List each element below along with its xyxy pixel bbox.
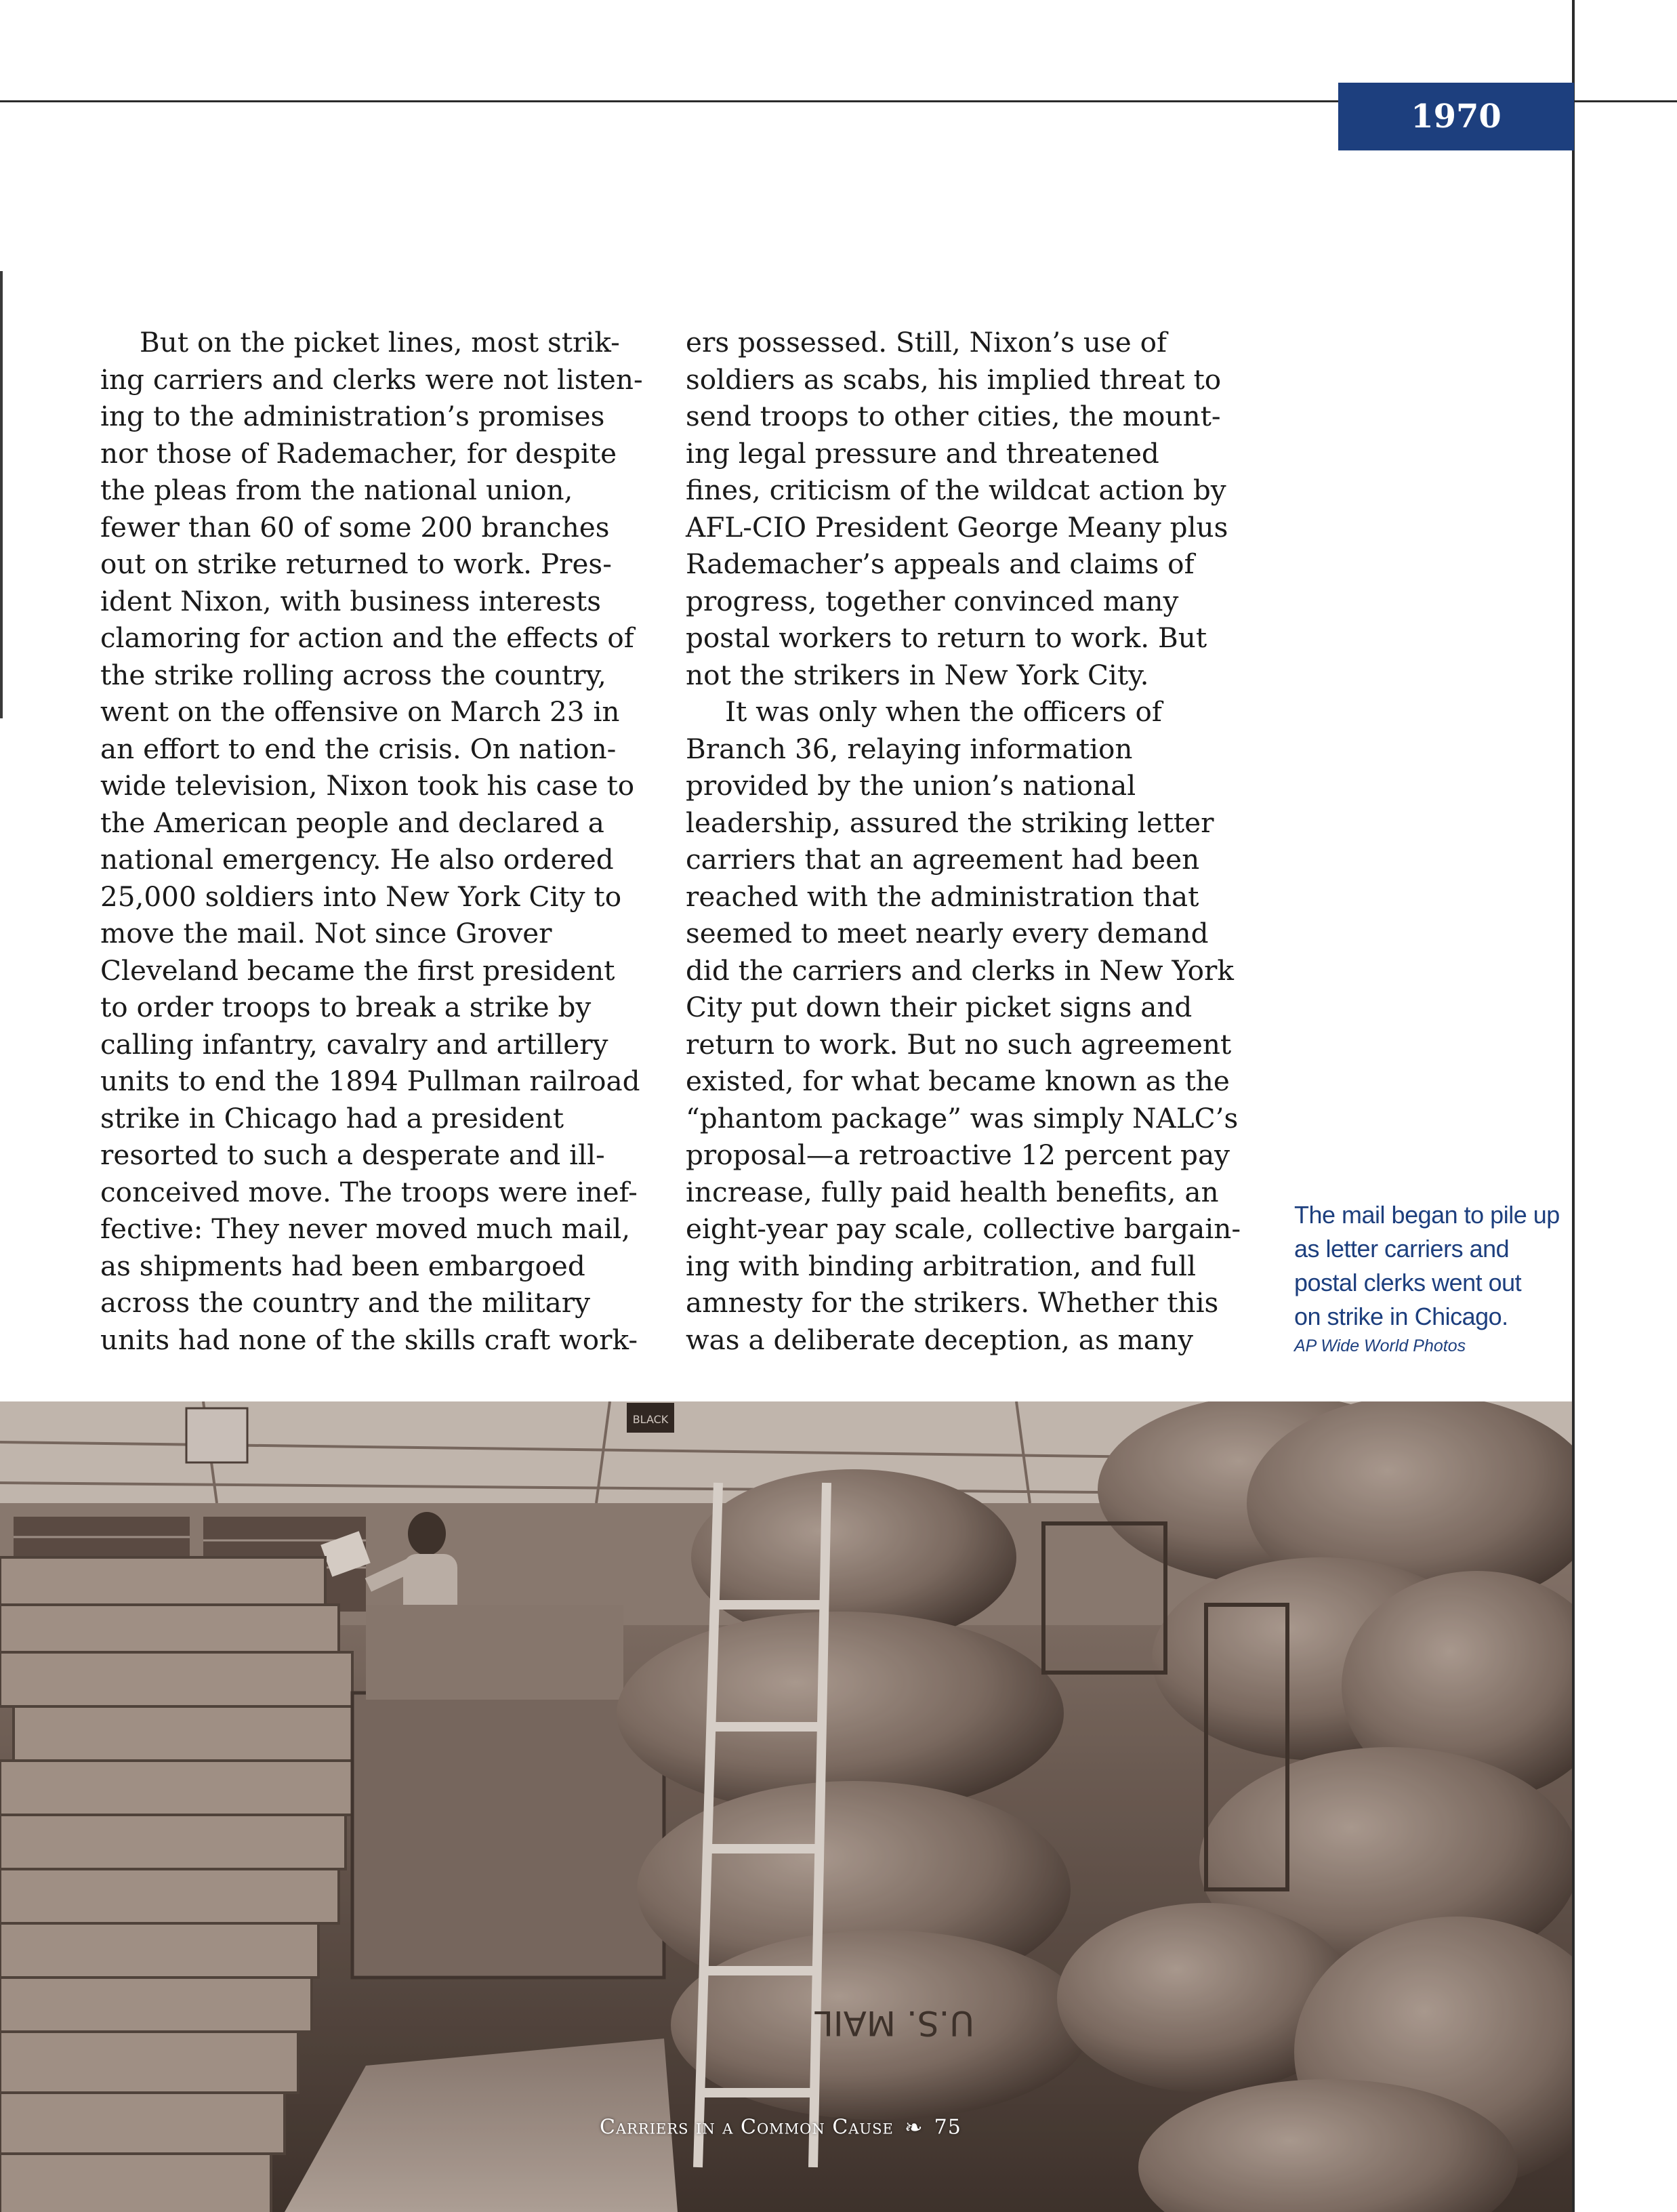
photo-sign-black: BLACK [632, 1413, 669, 1426]
text-line: ing to the administration’s promises [100, 400, 605, 432]
text-line: Cleveland became the first president [100, 954, 615, 987]
text-line: soldiers as scabs, his implied threat to [686, 363, 1222, 396]
text-line: the pleas from the national union, [100, 474, 573, 506]
text-line: Branch 36, relaying information [686, 732, 1133, 765]
text-line: units had none of the skills craft work- [100, 1323, 638, 1356]
text-line: out on strike returned to work. Pres- [100, 548, 612, 580]
photo-credit: AP Wide World Photos [1294, 1336, 1466, 1355]
page-footer [600, 2114, 961, 2140]
text-line: ing with binding arbitration, and full [686, 1249, 1197, 1282]
text-line: amnesty for the strikers. Whether this [686, 1286, 1219, 1319]
page-edge-rule [1572, 0, 1575, 2212]
text-line: ident Nixon, with business interests [100, 584, 602, 617]
text-line: resorted to such a desperate and ill- [100, 1139, 605, 1171]
text-line: increase, fully paid health benefits, an [686, 1175, 1219, 1208]
caption-text [1294, 1198, 1565, 1334]
text-line: “phantom package” was simply NALC’s [686, 1101, 1239, 1134]
text-line: went on the offensive on March 23 in [100, 695, 620, 728]
text-line: move the mail. Not since Grover [100, 917, 552, 949]
text-line: did the carriers and clerks in New York [686, 954, 1234, 987]
text-line: clamoring for action and the effects of [100, 621, 634, 654]
text-line: the strike rolling across the country, [100, 658, 606, 691]
text-line: carriers that an agreement had been [686, 843, 1200, 876]
text-line: calling infantry, cavalry and artillery [100, 1027, 608, 1061]
leaf-ornament-icon: ❧ [904, 2114, 924, 2140]
text-line: postal workers to return to work. But [686, 621, 1207, 654]
text-line: City put down their picket signs and [686, 991, 1193, 1023]
running-title: Carriers in a Common Cause [600, 2115, 894, 2139]
text-line: send troops to other cities, the mount- [686, 400, 1221, 432]
text-line: fewer than 60 of some 200 branches [100, 510, 610, 544]
photo-sign-mail: U.S. MAIL [814, 2003, 974, 2043]
photo-illustration [0, 1401, 1572, 2212]
text-line: progress, together convinced many [686, 584, 1179, 617]
text-line: conceived move. The troops were inef- [100, 1175, 638, 1208]
text-line: ers possessed. Still, Nixon’s use of [686, 326, 1167, 359]
text-line: AFL-CIO President George Meany plus [686, 510, 1228, 544]
text-line: Rademacher’s appeals and claims of [686, 548, 1195, 580]
text-line: strike in Chicago had a president [100, 1101, 564, 1134]
year-tab [1338, 83, 1574, 150]
text-line: ing carriers and clerks were not listen- [100, 363, 643, 396]
text-line: provided by the union’s national [686, 769, 1136, 802]
caption-line: postal clerks went out [1294, 1269, 1522, 1296]
text-line: eight-year pay scale, collective bargain- [686, 1212, 1241, 1245]
caption-line: The mail began to pile up [1294, 1201, 1560, 1229]
text-line: reached with the administration that [686, 880, 1199, 913]
text-line: the American people and declared a [100, 806, 604, 839]
text-line: was a deliberate deception, as many [686, 1323, 1194, 1356]
left-edge-mark [0, 271, 3, 718]
text-line: units to end the 1894 Pullman railroad [100, 1065, 640, 1097]
text-line: fines, criticism of the wildcat action by [686, 474, 1226, 506]
text-line: 25,000 soldiers into New York City to [100, 880, 622, 913]
body-column-2 [686, 324, 1241, 1358]
text-line: national emergency. He also ordered [100, 843, 614, 876]
body-column-1 [100, 324, 643, 1358]
caption-line: on strike in Chicago. [1294, 1303, 1508, 1330]
text-line: return to work. But no such agreement [686, 1027, 1232, 1061]
text-line: as shipments had been embargoed [100, 1249, 585, 1282]
text-line: wide television, Nixon took his case to [100, 769, 635, 802]
text-line: seemed to meet nearly every demand [686, 917, 1209, 949]
photo-caption [1294, 1198, 1565, 1356]
text-line: proposal—a retroactive 12 percent pay [686, 1139, 1230, 1171]
text-line: an effort to end the crisis. On nation- [100, 732, 617, 765]
page-number: 75 [934, 2115, 961, 2139]
text-line: fective: They never moved much mail, [100, 1212, 631, 1245]
text-line: existed, for what became known as the [686, 1065, 1230, 1097]
text-line: But on the picket lines, most strik- [140, 326, 620, 359]
text-line: leadership, assured the striking letter [686, 806, 1214, 839]
text-line: across the country and the military [100, 1286, 590, 1319]
text-line: It was only when the officers of [725, 695, 1162, 728]
year-label: 1970 [1411, 98, 1502, 136]
caption-line: as letter carriers and [1294, 1235, 1510, 1263]
mail-pileup-photo [0, 1401, 1572, 2212]
text-line: nor those of Rademacher, for despite [100, 436, 617, 470]
text-line: not the strikers in New York City. [686, 658, 1149, 691]
text-line: ing legal pressure and threatened [686, 436, 1159, 470]
text-line: to order troops to break a strike by [100, 991, 592, 1023]
